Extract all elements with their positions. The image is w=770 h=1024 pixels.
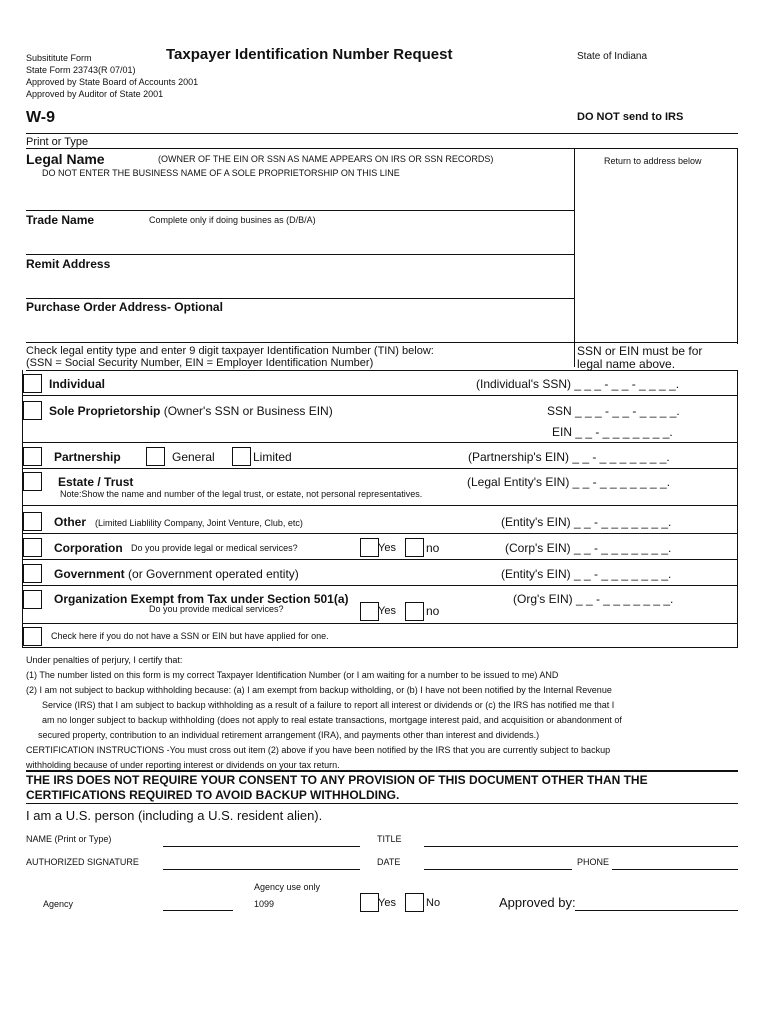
- trade-name-line[interactable]: [26, 254, 574, 255]
- auth-signature-field[interactable]: [163, 869, 360, 870]
- trade-name-note: Complete only if doing busines as (D/B/A): [149, 215, 316, 225]
- name-field[interactable]: [163, 846, 360, 847]
- agency-yes-label: Yes: [378, 897, 396, 909]
- other-checkbox[interactable]: [23, 512, 42, 531]
- title-field[interactable]: [424, 846, 738, 847]
- form-number: State Form 23743(R 07/01): [26, 65, 136, 75]
- individual-label: Individual: [49, 377, 106, 391]
- remit-address-line[interactable]: [26, 298, 574, 299]
- org-no-label: no: [426, 604, 440, 618]
- approved-line-1: Approved by State Board of Accounts 2001: [26, 77, 199, 87]
- agency-field[interactable]: [163, 910, 233, 911]
- legal-name-note: (OWNER OF THE EIN OR SSN AS NAME APPEARS ON IRS OR SSN RECORDS): [158, 154, 494, 164]
- corporation-checkbox[interactable]: [23, 538, 42, 557]
- government-label: Government (or Government operated entity): [54, 567, 299, 581]
- form-code: W-9: [26, 109, 56, 126]
- sole-prop-checkbox[interactable]: [23, 401, 42, 420]
- certify-line-2: (2) I am not subject to backup withholding because: (a) I am exempt from backup witholding, or (b) I have not been notified by the Internal Revenue: [26, 685, 612, 695]
- org-no-checkbox[interactable]: [405, 602, 424, 621]
- org-yes-checkbox[interactable]: [360, 602, 379, 621]
- auth-signature-label: AUTHORIZED SIGNATURE: [26, 857, 139, 867]
- partnership-label: Partnership: [54, 450, 121, 464]
- page-title: Taxpayer Identification Number Request: [166, 46, 453, 63]
- tin-instructions-1: Check legal entity type and enter 9 digit taxpayer Identification Number (TIN) below:: [26, 345, 434, 357]
- legal-name-label: Legal Name: [26, 151, 105, 167]
- purchase-order-line[interactable]: [26, 342, 738, 343]
- trade-name-label: Trade Name: [26, 213, 95, 227]
- government-checkbox[interactable]: [23, 564, 42, 583]
- org-yes-label: Yes: [378, 605, 396, 617]
- us-person-statement: I am a U.S. person (including a U.S. resident alien).: [26, 808, 323, 823]
- partnership-ein-field[interactable]: (Partnership's EIN) _ _ - _ _ _ _ _ _ _.: [468, 450, 670, 464]
- other-label: Other: [54, 515, 87, 529]
- corp-no-label: no: [426, 541, 440, 555]
- agency-label: Agency: [43, 899, 74, 909]
- certify-lead: Under penalties of perjury, I certify that:: [26, 655, 183, 665]
- sole-prop-label: Sole Proprietorship (Owner's SSN or Business EIN): [49, 404, 333, 418]
- corporation-label: Corporation: [54, 541, 123, 555]
- general-partnership-checkbox[interactable]: [146, 447, 165, 466]
- legal-name-line[interactable]: [26, 210, 574, 211]
- corp-no-checkbox[interactable]: [405, 538, 424, 557]
- agency-use-label: Agency use only: [254, 882, 321, 892]
- return-address-label: Return to address below: [604, 156, 702, 166]
- remit-address-label: Remit Address: [26, 257, 111, 271]
- consent-line-2: CERTIFICATIONS REQUIRED TO AVOID BACKUP WITHHOLDING.: [26, 788, 400, 802]
- estate-trust-label: Estate / Trust: [58, 475, 134, 489]
- applied-checkbox[interactable]: [23, 627, 42, 646]
- agency-no-checkbox[interactable]: [405, 893, 424, 912]
- corp-ein-field[interactable]: (Corp's EIN) _ _ - _ _ _ _ _ _ _.: [505, 541, 672, 555]
- other-ein-field[interactable]: (Entity's EIN) _ _ - _ _ _ _ _ _ _.: [501, 515, 672, 529]
- do-not-send-notice: DO NOT send to IRS: [577, 111, 684, 123]
- certify-line-6: CERTIFICATION INSTRUCTIONS -You must cross out item (2) above if you have been notified by the IRS that you are currently subject to backup: [26, 745, 611, 755]
- tin-instructions-2: (SSN = Social Security Number, EIN = Employer Identification Number): [26, 357, 374, 369]
- government-ein-field[interactable]: (Entity's EIN) _ _ - _ _ _ _ _ _ _.: [501, 567, 672, 581]
- general-label: General: [172, 450, 215, 464]
- date-field[interactable]: [424, 869, 572, 870]
- legal-name-warning: DO NOT ENTER THE BUSINESS NAME OF A SOLE PROPRIETORSHIP ON THIS LINE: [42, 168, 400, 178]
- org-exempt-question: Do you provide medical services?: [149, 604, 284, 614]
- approved-by-label: Approved by:: [499, 895, 576, 910]
- sole-prop-ein-field[interactable]: EIN _ _ - _ _ _ _ _ _ _.: [552, 425, 673, 439]
- phone-label: PHONE: [577, 857, 610, 867]
- corp-yes-checkbox[interactable]: [360, 538, 379, 557]
- corporation-question: Do you provide legal or medical services?: [131, 543, 298, 553]
- applied-label: Check here if you do not have a SSN or EIN but have applied for one.: [51, 631, 329, 641]
- date-label: DATE: [377, 857, 401, 867]
- agency-yes-checkbox[interactable]: [360, 893, 379, 912]
- individual-checkbox[interactable]: [23, 374, 42, 393]
- print-or-type-label: Print or Type: [26, 136, 89, 148]
- name-label: NAME (Print or Type): [26, 834, 112, 844]
- approved-by-field[interactable]: [575, 910, 738, 911]
- org-exempt-label: Organization Exempt from Tax under Section 501(a): [54, 592, 349, 606]
- estate-trust-checkbox[interactable]: [23, 472, 42, 491]
- sole-prop-ssn-field[interactable]: SSN _ _ _ - _ _ - _ _ _ _.: [547, 404, 680, 418]
- org-ein-field[interactable]: (Org's EIN) _ _ - _ _ _ _ _ _ _.: [513, 592, 674, 606]
- form-name: Subsititute Form: [26, 53, 92, 63]
- phone-field[interactable]: [612, 869, 738, 870]
- certify-line-5: secured property, contribution to an individual retirement arrangement (IRA), and payments other than interest and dividends.): [38, 730, 540, 740]
- state-label: State of Indiana: [577, 51, 648, 62]
- ssn-note-2: legal name above.: [577, 357, 676, 371]
- estate-note: Note:Show the name and number of the legal trust, or estate, not personal representatives.: [60, 489, 423, 499]
- purchase-order-label: Purchase Order Address- Optional: [26, 300, 223, 314]
- ssn-note-1: SSN or EIN must be for: [577, 344, 703, 358]
- certify-line-3: Service (IRS) that I am subject to backup withholding as a result of a failure to report all interest or dividends or (c) the IRS has notified me that I: [42, 700, 615, 710]
- limited-partnership-checkbox[interactable]: [232, 447, 251, 466]
- org-exempt-checkbox[interactable]: [23, 590, 42, 609]
- limited-label: Limited: [253, 450, 292, 464]
- certify-line-1: (1) The number listed on this form is my correct Taxpayer Identification Number (or I am waiting for a number to be issued to me) AND: [26, 670, 559, 680]
- individual-ssn-field[interactable]: (Individual's SSN) _ _ _ - _ _ - _ _ _ _.: [476, 377, 680, 391]
- title-label: TITLE: [377, 834, 402, 844]
- corp-yes-label: Yes: [378, 542, 396, 554]
- certify-line-7: withholding because of under reporting interest or dividends on your tax return.: [26, 760, 340, 770]
- approved-line-2: Approved by Auditor of State 2001: [26, 89, 164, 99]
- consent-line-1: THE IRS DOES NOT REQUIRE YOUR CONSENT TO ANY PROVISION OF THIS DOCUMENT OTHER THAN THE: [26, 773, 648, 787]
- other-sub: (Limited Liablility Company, Joint Venture, Club, etc): [95, 518, 303, 528]
- form-1099-label: 1099: [254, 899, 275, 909]
- partnership-checkbox[interactable]: [23, 447, 42, 466]
- certify-line-4: am no longer subject to backup withholding (does not apply to real estate transactions, mortgage interest paid, and acquisition or abandonment of: [42, 715, 622, 725]
- agency-no-label: No: [426, 897, 441, 909]
- estate-ein-field[interactable]: (Legal Entity's EIN) _ _ - _ _ _ _ _ _ _.: [467, 475, 671, 489]
